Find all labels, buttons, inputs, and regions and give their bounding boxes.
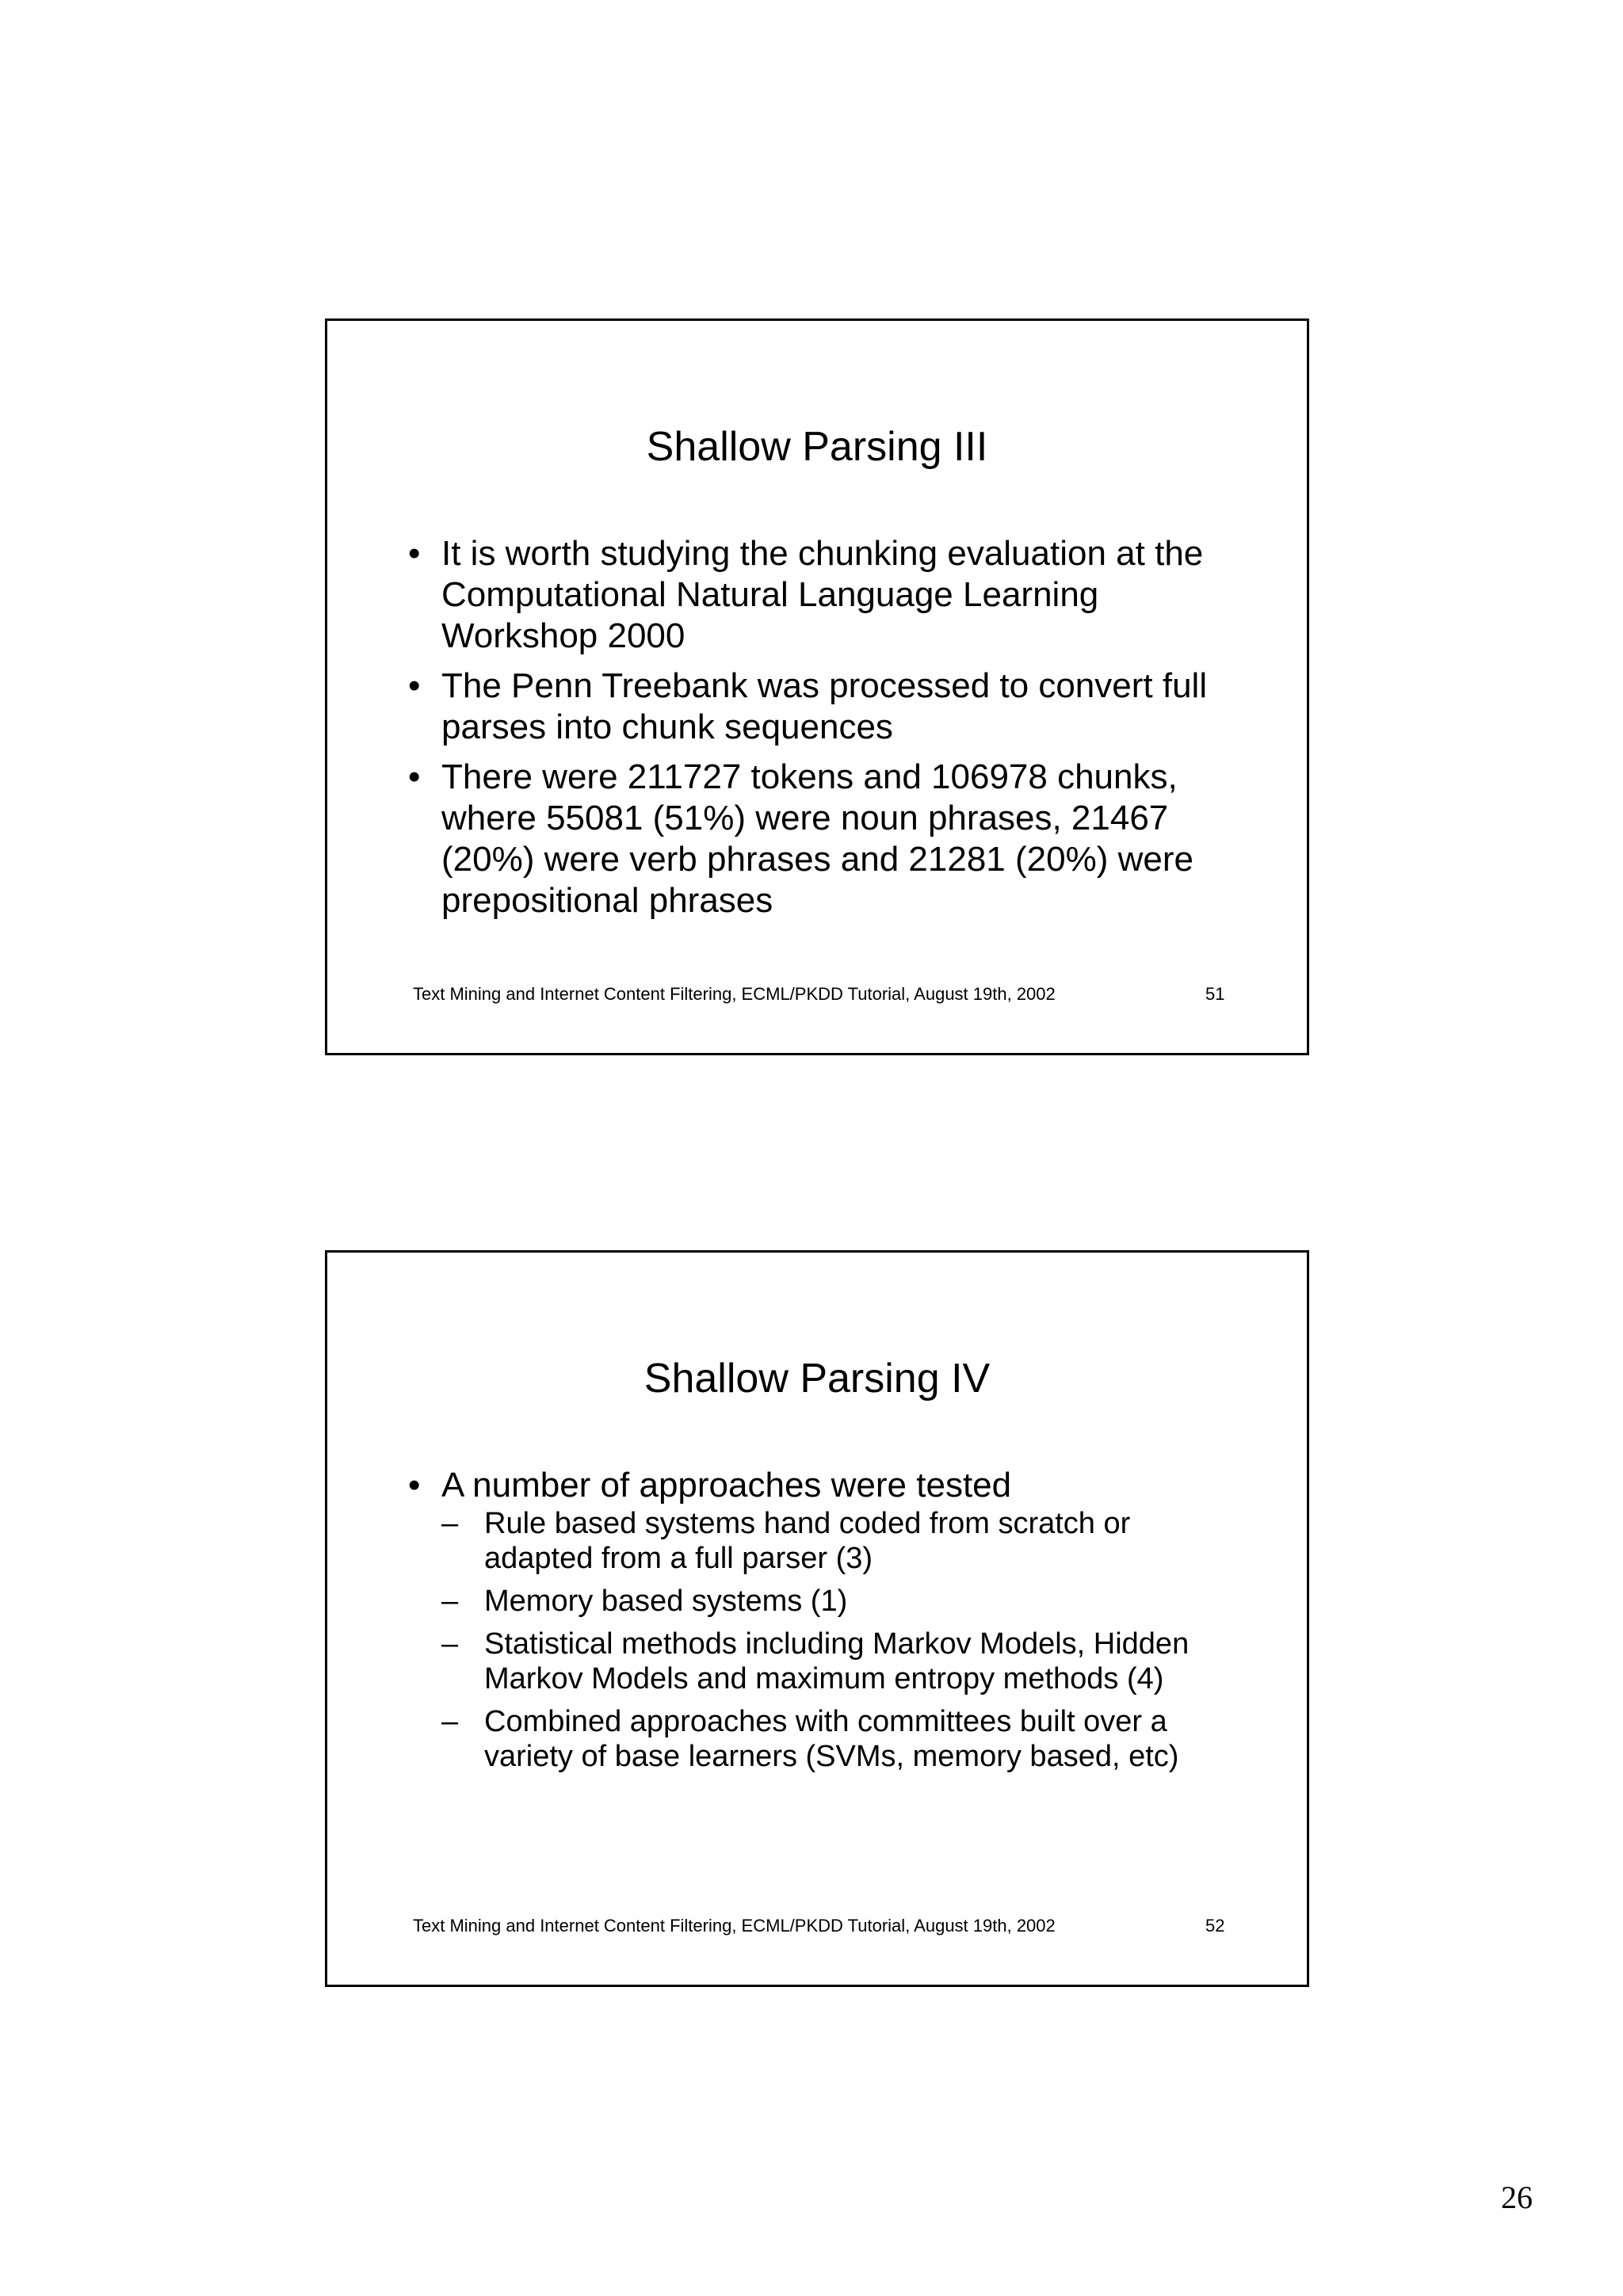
sub-bullet-text: Combined approaches with committees built over a variety of base learners (SVMs, memory based, etc) xyxy=(484,1705,1179,1773)
bullet-icon: • xyxy=(408,757,421,796)
slide-footer: Text Mining and Internet Content Filtering, ECML/PKDD Tutorial, August 19th, 2002 xyxy=(413,984,1056,1004)
slide-title: Shallow Parsing III xyxy=(646,424,988,470)
sub-bullet-item xyxy=(441,1627,1232,1696)
bullet-item xyxy=(408,757,1232,921)
sub-bullet-list xyxy=(441,1506,1232,1774)
sub-bullet-item xyxy=(441,1584,1232,1619)
bullet-item xyxy=(408,533,1232,657)
sub-bullet-text: Memory based systems (1) xyxy=(484,1585,848,1618)
bullet-list xyxy=(408,1465,1232,1783)
slide-number: 51 xyxy=(1205,984,1225,1004)
dash-icon: – xyxy=(441,1627,459,1661)
sub-bullet-text: Statistical methods including Markov Models, Hidden Markov Models and maximum entropy methods (4) xyxy=(484,1627,1190,1695)
slide-footer: Text Mining and Internet Content Filtering, ECML/PKDD Tutorial, August 19th, 2002 xyxy=(413,1916,1056,1936)
dash-icon: – xyxy=(441,1585,459,1618)
bullet-item xyxy=(408,1465,1232,1774)
bullet-icon: • xyxy=(408,1466,421,1505)
page-number: 26 xyxy=(1501,2180,1533,2215)
slide-51 xyxy=(325,318,1309,1055)
slide-number: 52 xyxy=(1205,1916,1225,1936)
bullet-text: The Penn Treebank was processed to convert full parses into chunk sequences xyxy=(441,666,1208,746)
bullet-item xyxy=(408,666,1232,748)
bullet-text: It is worth studying the chunking evaluation at the Computational Natural Language Learning Workshop 2000 xyxy=(441,534,1204,655)
dash-icon: – xyxy=(441,1507,459,1540)
bullet-icon: • xyxy=(408,534,421,573)
sub-bullet-item xyxy=(441,1704,1232,1774)
dash-icon: – xyxy=(441,1705,459,1738)
slide-52 xyxy=(325,1250,1309,1987)
slide-title: Shallow Parsing IV xyxy=(643,1356,991,1402)
bullet-text: There were 211727 tokens and 106978 chunks, where 55081 (51%) were noun phrases, 21467 (20%) were verb phrases and 21281 (20%) were prepositional phrases xyxy=(441,757,1193,920)
sub-bullet-item xyxy=(441,1506,1232,1576)
sub-bullet-text: Rule based systems hand coded from scratch or adapted from a full parser (3) xyxy=(484,1507,1131,1575)
bullet-text: A number of approaches were tested xyxy=(441,1466,1012,1505)
bullet-list xyxy=(408,533,1232,930)
bullet-icon: • xyxy=(408,666,421,705)
